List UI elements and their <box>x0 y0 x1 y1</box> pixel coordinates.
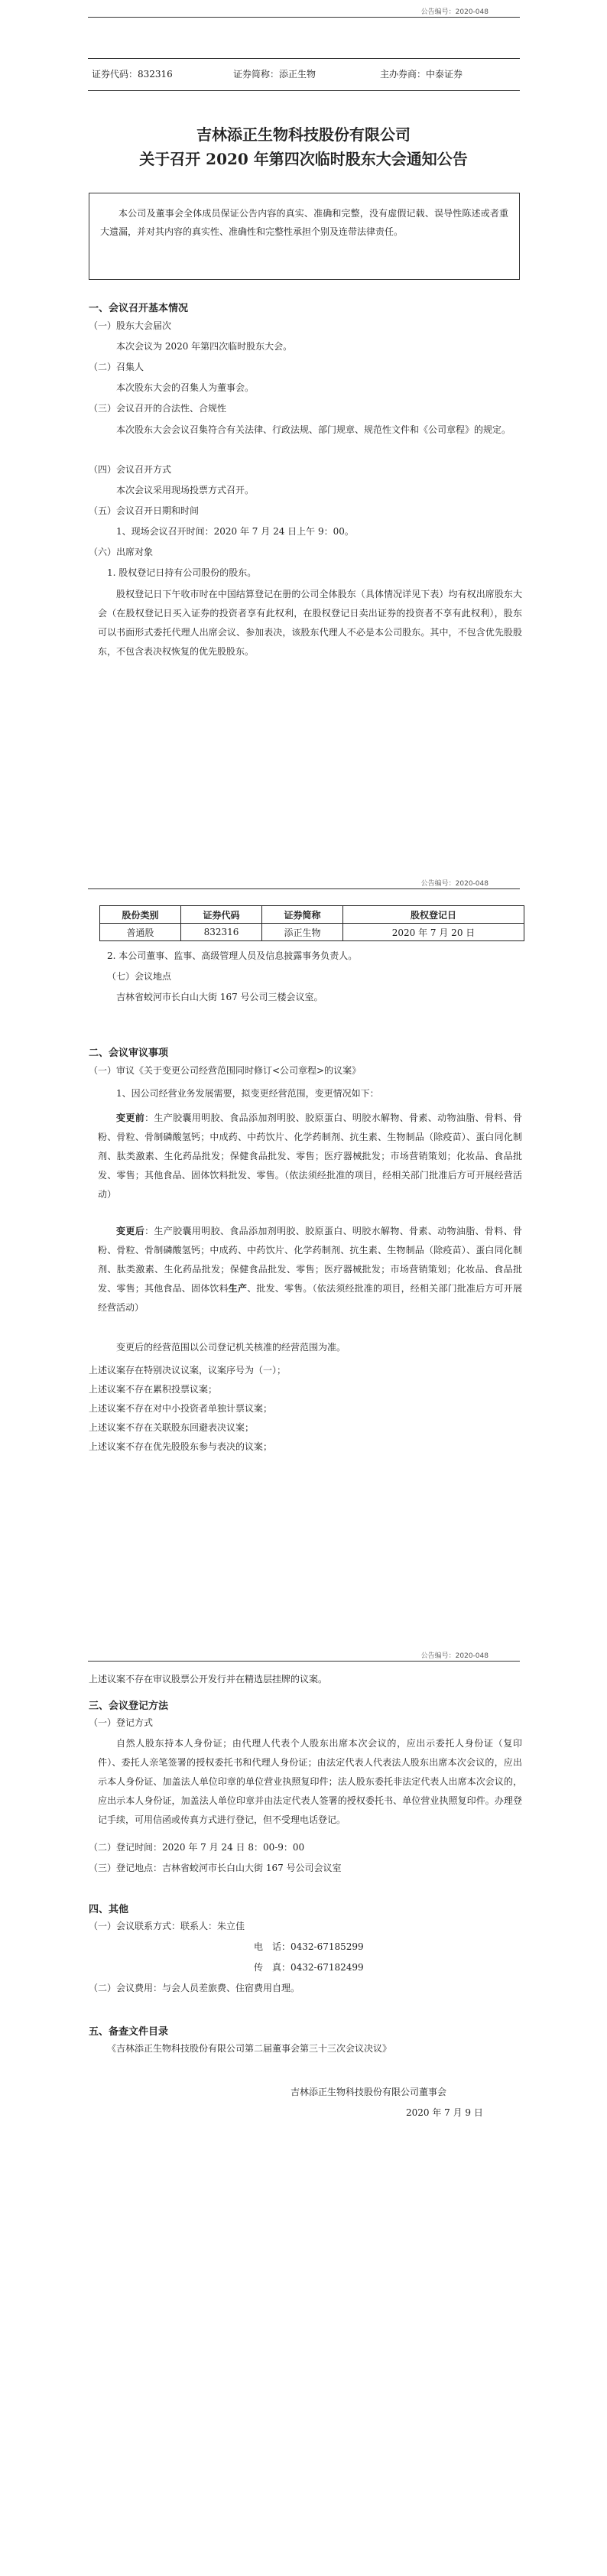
signature-date: 2020 年 7 月 9 日 <box>406 2107 483 2118</box>
security-code: 证券代码：832316 <box>92 69 173 80</box>
reference-document: 《吉林添正生物科技股份有限公司第二届董事会第三十三次会议决议》 <box>107 2043 392 2054</box>
divider <box>88 1661 520 1662</box>
subsection-title: （三）会议召开的合法性、合规性 <box>89 403 227 414</box>
note-line: 上述议案不存在关联股东回避表决议案； <box>89 1422 255 1433</box>
table-row <box>100 924 524 941</box>
scope-before <box>98 1109 522 1204</box>
paragraph: 本次股东大会会议召集符合有关法律、行政法规、部门规章、规范性文件和《公司章程》的规定。 <box>116 424 511 435</box>
subsection-title: （一）登记方式 <box>89 1717 154 1728</box>
registration-time: （二）登记时间：2020 年 7 月 24 日 8：00-9：00 <box>89 1842 305 1853</box>
scope-before-text: ：生产胶囊用明胶、食品添加剂明胶、胶原蛋白、明胶水解物、骨素、动物油脂、骨料、骨粉、骨粒、骨制磷酸氢钙；中成药、中药饮片、化学药制剂、抗生素、生物制品（除疫苗）、蛋白同化制剂、肽类激素、生化药品批发；保健食品批发、零售；医疗器械批发；市场营销策划；化妆品、食品批发、零售；其他食品、固体饮料批发、零售。（依法须经批准的项目，经相关部门批准后方可开展经营活动） <box>98 1113 522 1200</box>
subsection-title: （六）出席对象 <box>89 547 154 557</box>
table-cell: 2020 年 7 月 20 日 <box>343 924 524 941</box>
section-heading: 五、备查文件目录 <box>89 2026 169 2038</box>
paragraph: 吉林省蛟河市长白山大街 167 号公司三楼会议室。 <box>116 992 323 1002</box>
section-heading: 三、会议登记方法 <box>89 1701 169 1712</box>
notice-title: 关于召开 2020 年第四次临时股东大会通知公告 <box>139 150 468 168</box>
meeting-expenses: （二）会议费用：与会人员差旅费、住宿费用自理。 <box>89 1983 300 1993</box>
note-line: 上述议案不存在优先股股东参与表决的议案； <box>89 1441 273 1452</box>
scope-before-label: 变更前 <box>116 1113 145 1123</box>
signature-org: 吉林添正生物科技股份有限公司董事会 <box>291 2087 447 2097</box>
contact-phone: 电 话：0432-67185299 <box>254 1941 364 1952</box>
contact-person: （一）会议联系方式：联系人：朱立佳 <box>89 1921 245 1931</box>
agenda-item: （一）审议《关于变更公司经营范围同时修订<公司章程>的议案》 <box>89 1065 362 1076</box>
paragraph: 本次会议采用现场投票方式召开。 <box>116 485 255 495</box>
paragraph: 本次会议为 2020 年第四次临时股东大会。 <box>116 341 293 352</box>
page-number: 公告编号：2020-048 <box>420 1652 489 1660</box>
paragraph: 变更后的经营范围以公司登记机关核准的经营范围为准。 <box>116 1342 346 1353</box>
column-header: 股权登记日 <box>343 906 524 924</box>
scope-after-bold: 生产 <box>228 1283 248 1294</box>
paragraph: 本次股东大会的召集人为董事会。 <box>116 382 255 393</box>
contact-fax: 传 真：0432-67182499 <box>254 1962 364 1973</box>
page-number: 公告编号：2020-048 <box>420 8 489 16</box>
table-header-row <box>100 906 524 924</box>
subsection-title: （五）会议召开日期和时间 <box>89 505 200 516</box>
divider <box>88 58 520 59</box>
section-heading: 一、会议召开基本情况 <box>89 303 189 314</box>
divider <box>88 17 520 18</box>
registration-place: （三）登记地点：吉林省蛟河市长白山大街 167 号公司会议室 <box>89 1863 342 1873</box>
note-line: 上述议案存在特别决议议案，议案序号为（一）； <box>89 1365 287 1376</box>
divider <box>88 90 520 91</box>
scope-after-text: ：生产胶囊用明胶、食品添加剂明胶、胶原蛋白、明胶水解物、骨素、动物油脂、骨料、骨粉、骨粒、骨制磷酸氢钙；中成药、中药饮片、化学药制剂、抗生素、生物制品（除疫苗）、蛋白同化制剂、肽类激素、生化药品批发；保健食品批发、零售；医疗器械批发；市场营销策划；化妆品、食品批发、零售；其他食品、固体饮料 <box>98 1226 522 1294</box>
disclaimer-box <box>89 193 520 280</box>
disclaimer-text: 本公司及董事会全体成员保证公告内容的真实、准确和完整，没有虚假记载、误导性陈述或者重大遗漏，并对其内容的真实性、准确性和完整性承担个别及连带法律责任。 <box>100 208 508 237</box>
table-cell: 普通股 <box>100 924 181 941</box>
divider <box>88 888 520 889</box>
scope-after-text: 、批发、零售。（依法须经批准的项目，经相关部门批准后方可开展经营活动） <box>98 1283 522 1313</box>
scope-after <box>98 1222 522 1317</box>
subsection-title: （一）股东大会届次 <box>89 320 172 331</box>
subsection-title: （二）召集人 <box>89 362 144 372</box>
company-title: 吉林添正生物科技股份有限公司 <box>196 125 411 144</box>
paragraph: 股权登记日下午收市时在中国结算登记在册的公司全体股东（具体情况详见下表）均有权出席股东大会（在股权登记日买入证券的投资者享有此权利，在股权登记日卖出证券的投资者不享有此权利），股东可以书面形式委托代理人出席会议、参加表决，该股东代理人不必是本公司股东。其中，不包含优先股股东，不包含表决权恢复的优先股股东。 <box>98 589 522 657</box>
column-header: 股份类别 <box>100 906 181 924</box>
subsection-title: （七）会议地点 <box>107 971 172 982</box>
sponsor-broker: 主办券商：中泰证券 <box>380 69 463 80</box>
column-header: 证券简称 <box>262 906 343 924</box>
section-heading: 四、其他 <box>89 1904 129 1915</box>
paragraph: 自然人股东持本人身份证；由代理人代表个人股东出席本次会议的，应出示委托人身份证（复印件）、委托人亲笔签署的授权委托书和代理人身份证；由法定代表人代表法人股东出席本次会议的，应出示本人身份证、加盖法人单位印章的单位营业执照复印件；法人股东委托非法定代表人出席本次会议的，应出示本人身份证，加盖法人单位印章并由法定代表人签署的授权委托书、单位营业执照复印件。办理登记手续，可用信函或传真方式进行登记，但不受理电话登记。 <box>98 1738 522 1825</box>
paragraph: 1、现场会议召开时间：2020 年 7 月 24 日上午 9：00。 <box>116 526 354 537</box>
page-number: 公告编号：2020-048 <box>420 880 489 888</box>
note-line: 上述议案不存在审议股票公开发行并在精选层挂牌的议案。 <box>89 1674 328 1684</box>
list-item: 1. 股权登记日持有公司股份的股东。 <box>107 567 257 578</box>
list-item: 2. 本公司董事、监事、高级管理人员及信息披露事务负责人。 <box>107 950 358 961</box>
paragraph: 1、因公司经营业务发展需要，拟变更经营范围，变更情况如下： <box>116 1088 379 1099</box>
section-heading: 二、会议审议事项 <box>89 1048 169 1059</box>
table-cell: 添正生物 <box>262 924 343 941</box>
table-cell: 832316 <box>181 924 262 941</box>
scope-after-label: 变更后 <box>116 1226 145 1236</box>
page-1 <box>0 0 607 856</box>
column-header: 证券代码 <box>181 906 262 924</box>
note-line: 上述议案不存在对中小投资者单独计票议案； <box>89 1403 273 1414</box>
subsection-title: （四）会议召开方式 <box>89 464 172 475</box>
note-line: 上述议案不存在累积投票议案； <box>89 1384 218 1395</box>
security-abbreviation: 证券简称：添正生物 <box>233 69 316 80</box>
registration-table <box>99 905 524 941</box>
